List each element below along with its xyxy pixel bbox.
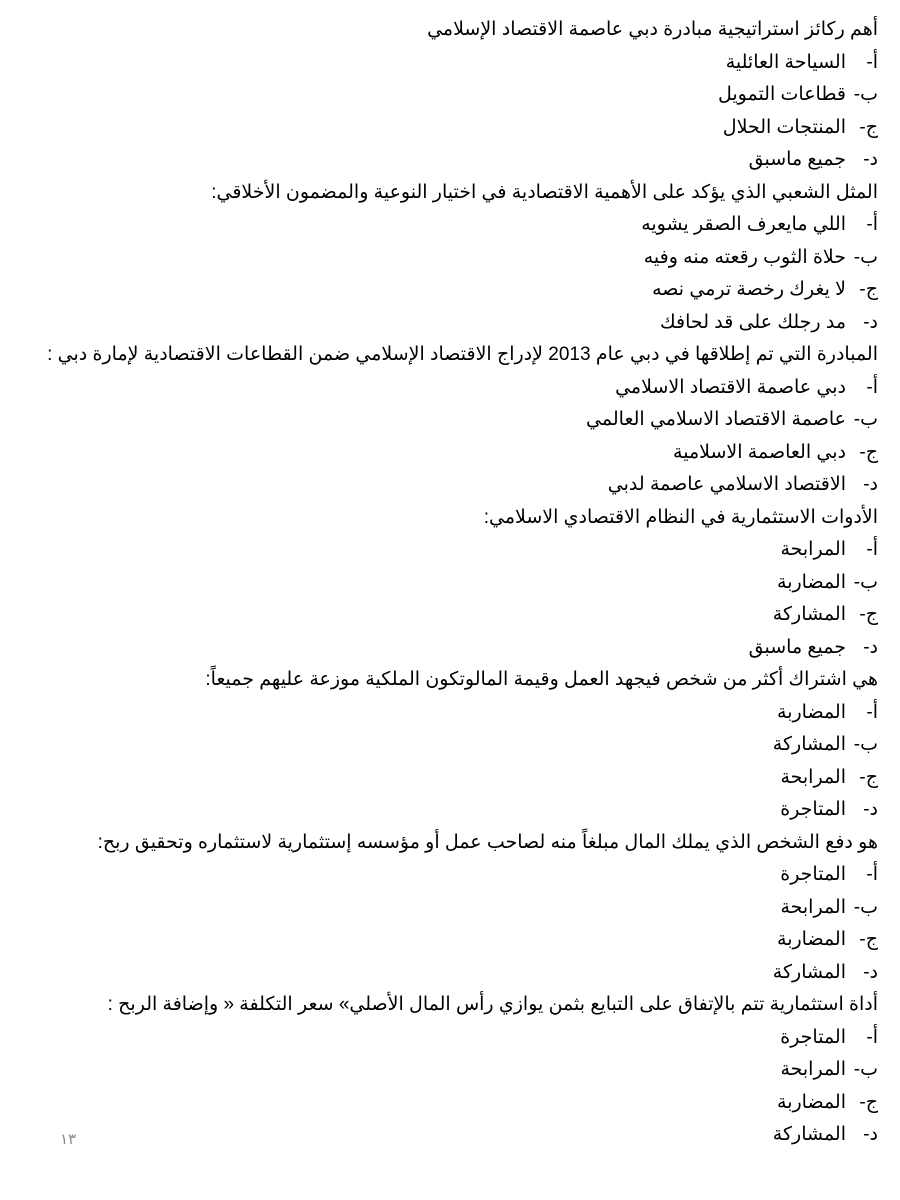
option-text: لا يغرك رخصة ترمي نصه: [652, 279, 846, 300]
option-d: [8, 307, 878, 340]
option-a: [8, 47, 878, 80]
option-letter: ج-: [859, 604, 878, 625]
option-letter: ج-: [859, 279, 878, 300]
question-text: هي اشتراك أكثر من شخص فيجهد العمل وقيمة المالوتكون الملكية موزعة عليهم جميعاً:: [205, 669, 878, 690]
option-a: [8, 697, 878, 730]
question-block: [8, 502, 878, 665]
option-letter: أ-: [866, 864, 878, 885]
option-text: المشاركة: [772, 604, 846, 625]
option-letter: ج-: [859, 766, 878, 788]
option-b: [8, 79, 878, 112]
option-letter: أ-: [866, 701, 878, 723]
option-letter: د-: [863, 1124, 878, 1145]
option-c: [8, 1087, 878, 1120]
option-text: المضاربة: [777, 701, 846, 723]
option-d: [8, 469, 878, 502]
option-letter: ب-: [853, 734, 878, 755]
option-text: المرابحة: [780, 539, 846, 560]
option-text: مد رجلك على قد لحافك: [660, 311, 846, 333]
option-c: [8, 112, 878, 145]
question-text: أهم ركائز استراتيجية مبادرة دبي عاصمة الاقتصاد الإسلامي: [427, 19, 878, 40]
option-b: [8, 404, 878, 437]
option-d: [8, 632, 878, 665]
option-c: [8, 599, 878, 632]
option-text: المضاربة: [777, 571, 846, 593]
option-text: المنتجات الحلال: [722, 116, 846, 138]
question-block: [8, 14, 878, 177]
option-text: جميع ماسبق: [748, 149, 846, 170]
option-letter: ب-: [853, 409, 878, 430]
option-c: [8, 437, 878, 470]
question-text: المبادرة التي تم إطلاقها في دبي عام 2013 لإدراج الاقتصاد الإسلامي ضمن القطاعات الاقتصادية لإمارة دبي :: [47, 344, 878, 365]
option-text: المشاركة: [772, 961, 846, 983]
option-text: المضاربة: [777, 1091, 846, 1113]
option-letter: ج-: [859, 116, 878, 138]
option-letter: د-: [863, 799, 878, 820]
option-letter: أ-: [866, 51, 878, 73]
option-letter: أ-: [866, 1026, 878, 1048]
question-block: [8, 177, 878, 340]
option-text: جميع ماسبق: [748, 636, 846, 658]
option-letter: ج-: [859, 929, 878, 950]
option-letter: د-: [863, 149, 878, 170]
option-text: السياحة العائلية: [725, 51, 846, 73]
option-text: اللي مايعرف الصقر يشويه: [641, 214, 846, 235]
option-letter: د-: [863, 636, 878, 658]
option-c: [8, 274, 878, 307]
option-b: [8, 729, 878, 762]
option-text: المتاجرة: [780, 799, 846, 820]
option-letter: ب-: [853, 896, 878, 918]
question-text: الأدوات الاستثمارية في النظام الاقتصادي الاسلامي:: [483, 506, 878, 528]
option-letter: ج-: [859, 1091, 878, 1113]
option-text: عاصمة الاقتصاد الاسلامي العالمي: [586, 409, 846, 430]
option-letter: ب-: [853, 1059, 878, 1080]
question-block: [8, 827, 878, 990]
question-text: هو دفع الشخص الذي يملك المال مبلغاً منه لصاحب عمل أو مؤسسه إستثمارية لاستثماره وتحقيق ربح:: [97, 831, 878, 853]
option-text: المرابحة: [780, 1059, 846, 1080]
option-letter: ب-: [853, 571, 878, 593]
option-letter: ج-: [859, 441, 878, 463]
question-text: المثل الشعبي الذي يؤكد على الأهمية الاقتصادية في اختيار النوعية والمضمون الأخلاقي:: [211, 181, 878, 203]
option-a: [8, 372, 878, 405]
question-block: [8, 989, 878, 1152]
option-letter: د-: [863, 311, 878, 333]
option-a: [8, 534, 878, 567]
option-letter: ب-: [853, 246, 878, 268]
option-letter: أ-: [866, 214, 878, 235]
option-d: [8, 957, 878, 990]
question-block: [8, 339, 878, 502]
option-text: المتاجرة: [780, 1026, 846, 1048]
question-text: أداة استثمارية تتم بالإتفاق على التبايع بثمن يوازي رأس المال الأصلي» سعر التكلفة « وإضافة الربح :: [107, 994, 878, 1015]
option-text: المشاركة: [772, 734, 846, 755]
option-text: حلاة الثوب رقعته منه وفيه: [643, 246, 846, 268]
page-number: ١٣: [60, 1130, 77, 1148]
option-letter: ب-: [853, 84, 878, 105]
question-block: [8, 664, 878, 827]
option-a: [8, 859, 878, 892]
option-text: الاقتصاد الاسلامي عاصمة لدبي: [607, 474, 846, 495]
option-d: [8, 144, 878, 177]
option-text: المضاربة: [777, 929, 846, 950]
option-c: [8, 924, 878, 957]
option-a: [8, 1022, 878, 1055]
option-text: دبي العاصمة الاسلامية: [673, 441, 846, 463]
option-text: دبي عاصمة الاقتصاد الاسلامي: [615, 376, 846, 398]
option-b: [8, 892, 878, 925]
option-text: المتاجرة: [780, 864, 846, 885]
option-c: [8, 762, 878, 795]
option-b: [8, 1054, 878, 1087]
option-text: المرابحة: [780, 896, 846, 918]
option-b: [8, 242, 878, 275]
option-d: [8, 794, 878, 827]
option-text: قطاعات التمويل: [717, 84, 846, 105]
option-a: [8, 209, 878, 242]
option-text: المرابحة: [780, 766, 846, 788]
option-text: المشاركة: [772, 1124, 846, 1145]
quiz-content: [8, 14, 878, 1152]
option-letter: أ-: [866, 539, 878, 560]
option-b: [8, 567, 878, 600]
option-letter: أ-: [866, 376, 878, 398]
option-letter: د-: [863, 961, 878, 983]
option-letter: د-: [863, 474, 878, 495]
option-d: [8, 1119, 878, 1152]
